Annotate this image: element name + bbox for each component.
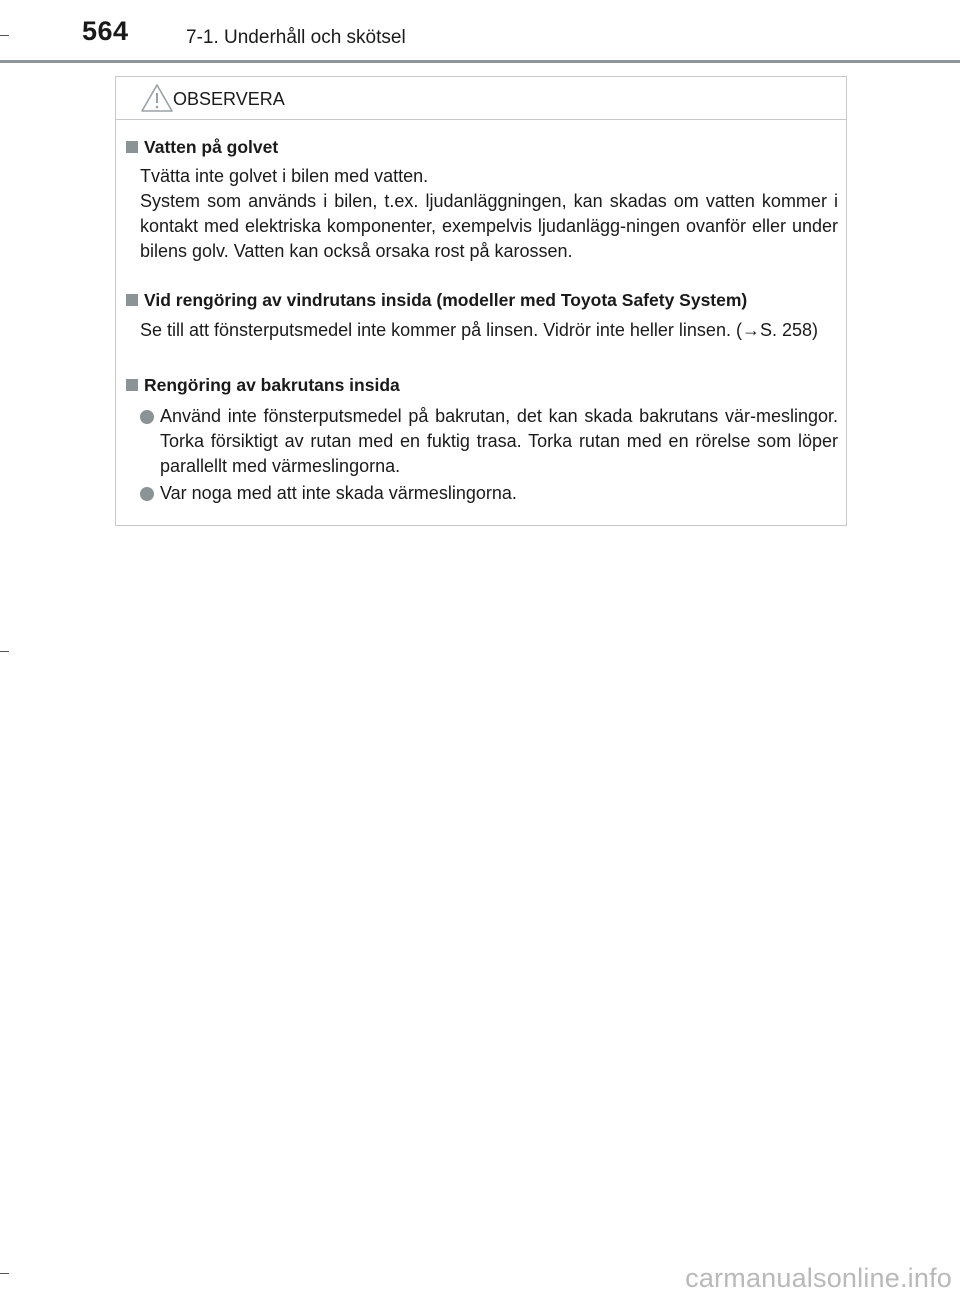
header-rule bbox=[0, 60, 960, 63]
circle-bullet-icon bbox=[140, 410, 154, 424]
page-header bbox=[0, 0, 960, 62]
crop-mark bbox=[0, 35, 9, 36]
square-bullet-icon bbox=[126, 294, 138, 306]
watermark: carmanualsonline.info bbox=[685, 1263, 952, 1293]
square-bullet-icon bbox=[126, 141, 138, 153]
caution-header bbox=[116, 77, 846, 120]
circle-bullet-icon bbox=[140, 487, 154, 501]
caution-title: OBSERVERA bbox=[173, 89, 285, 109]
paragraph: Tvätta inte golvet i bilen med vatten. bbox=[140, 166, 429, 186]
paragraph: System som används i bilen, t.ex. ljudanläggningen, kan skadas om vatten kommer i kontakt med elektriska komponenter, exempelvis ljudanlägg-ningen ovanför eller under bilens golv. Vatten kan också orsaka rost på karossen. bbox=[140, 191, 838, 261]
subheading-water-floor: Vatten på golvet bbox=[126, 137, 278, 158]
list-item: Använd inte fönsterputsmedel på bakrutan, det kan skada bakrutans vär-meslingor. Torka försiktigt av rutan med en fuktig trasa. Torka rutan med en rörelse som löper parallellt med värmeslingorna. bbox=[140, 404, 838, 479]
square-bullet-icon bbox=[126, 379, 138, 391]
crop-mark bbox=[0, 651, 9, 652]
list-item: Var noga med att inte skada värmeslingorna. bbox=[140, 481, 838, 506]
subheading-rear-window: Rengöring av bakrutans insida bbox=[126, 375, 400, 396]
section-title: 7-1. Underhåll och skötsel bbox=[186, 27, 406, 48]
page-number: 564 bbox=[82, 16, 129, 46]
paragraph: Se till att fönsterputsmedel inte kommer på linsen. Vidrör inte heller linsen. (→S. 258) bbox=[140, 320, 818, 340]
warning-triangle-icon bbox=[140, 83, 174, 113]
crop-mark bbox=[0, 1273, 9, 1274]
caution-box bbox=[115, 76, 847, 526]
subheading-windshield: Vid rengöring av vindrutans insida (modeller med Toyota Safety System) bbox=[126, 290, 747, 311]
